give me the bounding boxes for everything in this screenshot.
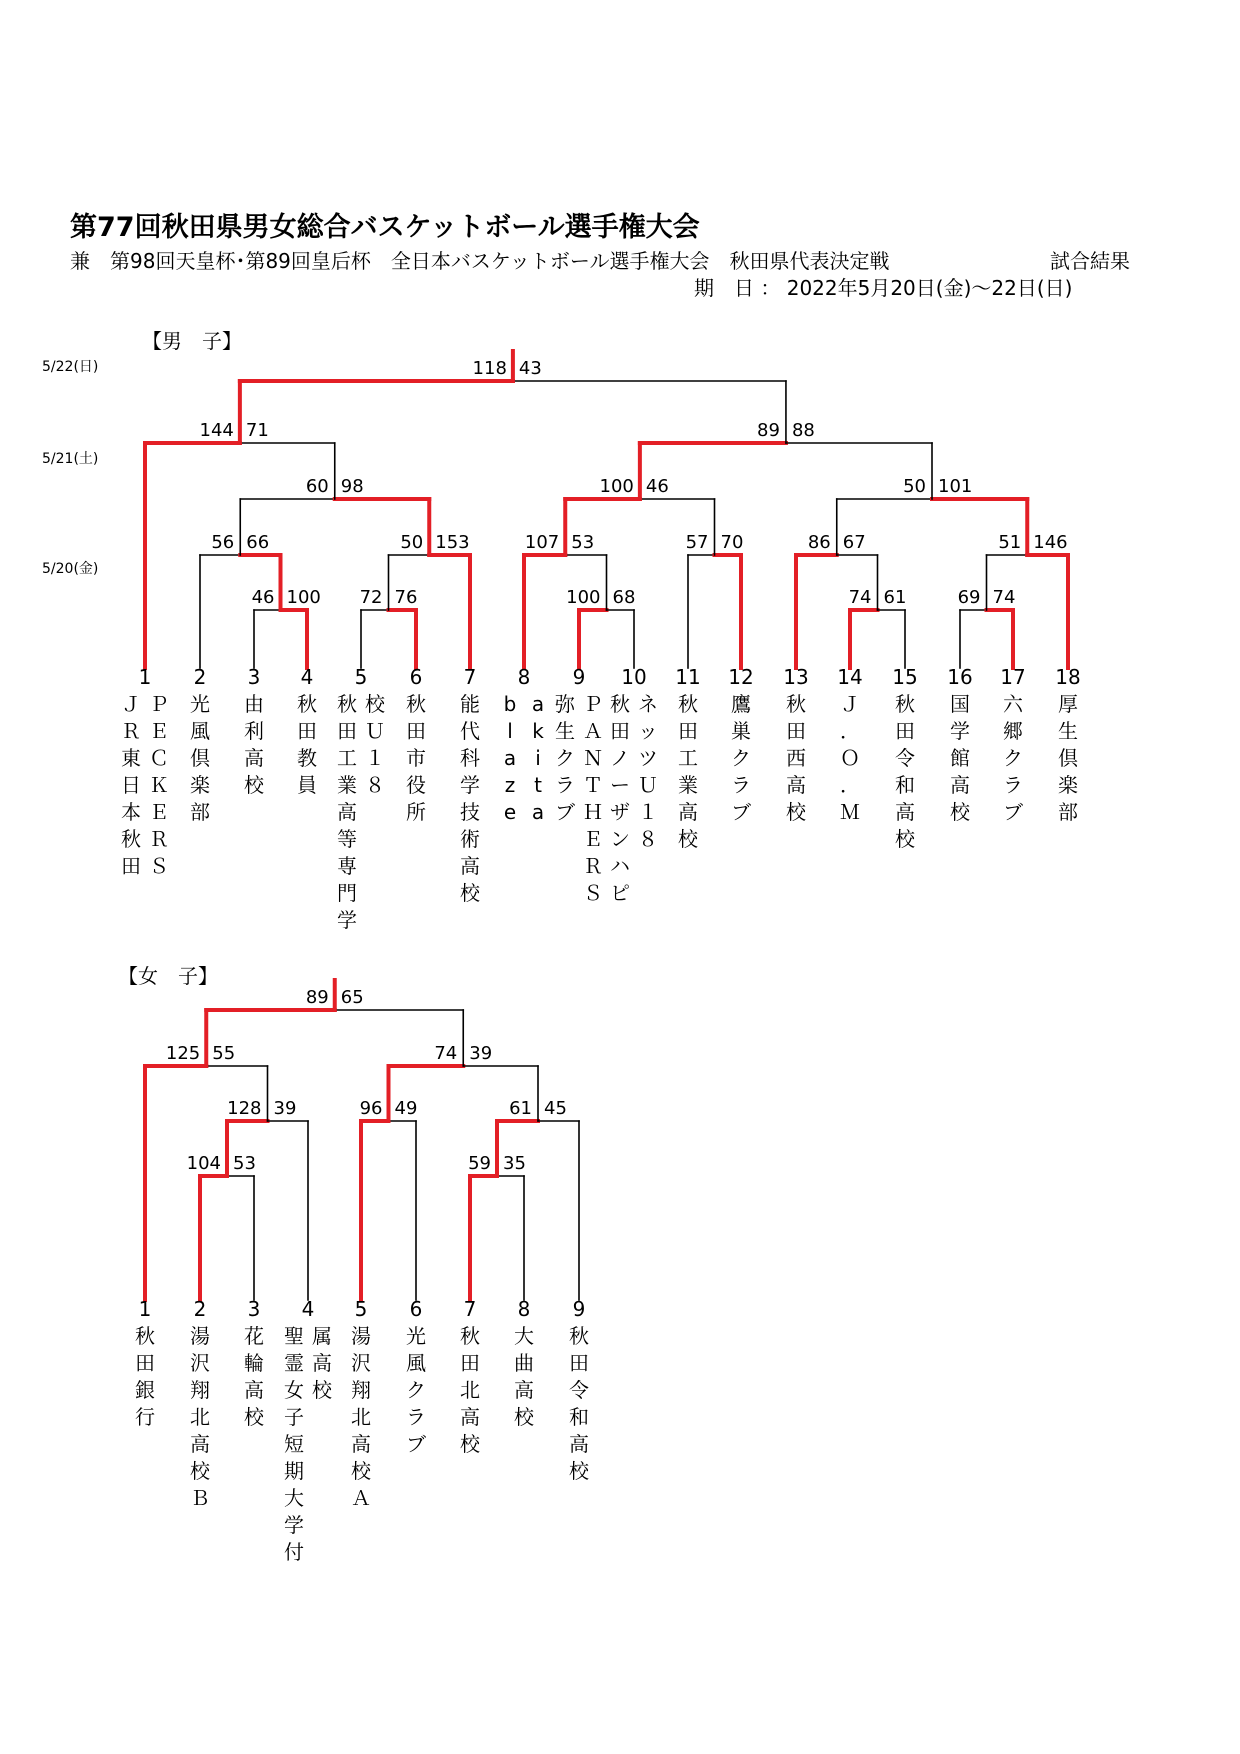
women-score-left: 74 [434, 1043, 458, 1064]
women-team-number: 6 [409, 1297, 423, 1321]
men-score-right: 76 [394, 587, 418, 608]
result-label: 試合結果 [1050, 249, 1130, 273]
women-team-number: 7 [463, 1297, 477, 1321]
men-team-number: 7 [463, 665, 477, 689]
men-team-number: 12 [728, 665, 754, 689]
women-score-left: 125 [165, 1043, 201, 1064]
men-team-name: a k i t a [531, 692, 545, 824]
men-team-name: ＰＡＮＴＨＥＲＳ [583, 692, 603, 905]
women-score-left: 96 [359, 1098, 383, 1119]
men-team-name: 秋田工業高校 [678, 692, 698, 851]
page-title: 第77回秋田県男女総合バスケットボール選手権大会 [70, 212, 700, 243]
page-subtitle: 兼 第98回天皇杯･第89回皇后杯 全日本バスケットボール選手権大会 秋田県代表決定戦 [70, 249, 890, 273]
men-score-right: 66 [246, 532, 270, 553]
men-team-name: 光風倶楽部 [190, 692, 210, 824]
men-team-number: 1 [138, 665, 152, 689]
women-score-left: 61 [509, 1098, 532, 1119]
men-team-name: 校Ｕ１８ [365, 692, 385, 797]
men-score-left: 144 [199, 420, 234, 441]
women-bracket [135, 980, 590, 1564]
men-team-number: 3 [247, 665, 261, 689]
men-score-right: 71 [245, 420, 269, 441]
men-score-right: 61 [883, 587, 907, 608]
women-team-name: 湯沢翔北高校Ｂ [190, 1324, 210, 1510]
men-team-name: ネッツＵ１８ [638, 692, 658, 851]
men-team-name: 六郷クラブ [1003, 692, 1023, 824]
women-team-name: 光風クラブ [406, 1324, 426, 1456]
men-section-label: 【男 子】 [142, 329, 242, 353]
women-score-right: 49 [394, 1098, 418, 1119]
women-score-right: 45 [544, 1098, 567, 1119]
men-date-day2: 5/21(土) [42, 451, 99, 467]
men-score-left: 100 [599, 476, 634, 497]
women-section-label: 【女 子】 [118, 964, 218, 988]
women-team-name: 湯沢翔北高校Ａ [351, 1324, 371, 1510]
men-team-name: 鷹巣クラブ [731, 692, 751, 824]
men-team-name: ＪＲ東日本秋田 [121, 692, 141, 878]
women-score-right: 35 [503, 1153, 526, 1174]
men-score-right: 101 [938, 476, 973, 497]
women-score-left: 59 [468, 1153, 491, 1174]
men-team-name: 秋田市役所 [406, 692, 426, 824]
women-score-right: 53 [233, 1153, 256, 1174]
men-score-right: 100 [286, 587, 321, 608]
men-score-left: 60 [305, 476, 329, 497]
women-team-number: 2 [193, 1297, 207, 1321]
women-team-name: 秋田北高校 [460, 1324, 480, 1456]
men-team-number: 10 [621, 665, 647, 689]
men-team-number: 2 [193, 665, 207, 689]
men-score-left: 69 [957, 587, 981, 608]
women-score-right: 39 [273, 1098, 297, 1119]
men-score-right: 46 [645, 476, 669, 497]
men-team-name: 秋田工業高等専門学 [337, 692, 357, 932]
women-team-name: 属高校 [312, 1324, 332, 1402]
men-team-name: 能代科学技術高校 [460, 692, 480, 905]
women-score-right: 65 [340, 987, 364, 1008]
women-score-left: 89 [305, 987, 329, 1008]
men-score-left: 107 [524, 532, 560, 553]
women-team-number: 5 [354, 1297, 368, 1321]
women-team-number: 1 [138, 1297, 152, 1321]
men-team-name: 秋田教員 [297, 692, 317, 797]
men-team-number: 5 [354, 665, 368, 689]
event-period: 期 日 ： 2022年5月20日(金)～22日(日) [694, 276, 1073, 300]
men-date-final: 5/22(日) [42, 359, 99, 375]
women-team-number: 4 [301, 1297, 315, 1321]
men-score-left: 89 [757, 420, 780, 441]
men-team-name: ＰＥＣＫＥＲＳ [149, 692, 169, 878]
women-score-left: 128 [227, 1098, 262, 1119]
men-team-name: 弥生クラブ [555, 692, 575, 824]
men-score-left: 72 [359, 587, 383, 608]
men-bracket [121, 351, 1081, 932]
men-score-right: 98 [340, 476, 364, 497]
men-score-right: 88 [791, 420, 815, 441]
men-team-number: 15 [892, 665, 918, 689]
women-team-number: 9 [572, 1297, 586, 1321]
women-team-number: 8 [517, 1297, 531, 1321]
men-score-left: 86 [807, 532, 831, 553]
women-team-number: 3 [247, 1297, 261, 1321]
men-score-right: 53 [571, 532, 595, 553]
men-score-right: 43 [518, 358, 542, 379]
men-score-left: 56 [211, 532, 235, 553]
men-score-left: 100 [566, 587, 601, 608]
women-score-left: 104 [186, 1153, 221, 1174]
men-team-name: 秋田西高校 [786, 692, 806, 824]
men-team-number: 18 [1055, 665, 1081, 689]
men-score-left: 74 [848, 587, 872, 608]
men-team-number: 4 [300, 665, 314, 689]
men-team-number: 8 [517, 665, 531, 689]
men-team-number: 16 [947, 665, 973, 689]
men-score-right: 153 [435, 532, 470, 553]
men-team-number: 17 [1000, 665, 1026, 689]
men-score-right: 68 [612, 587, 636, 608]
women-team-name: 秋田銀行 [135, 1324, 155, 1429]
men-score-left: 46 [251, 587, 275, 608]
men-team-number: 13 [783, 665, 809, 689]
men-team-number: 14 [837, 665, 863, 689]
men-team-name: 由利高校 [244, 692, 264, 797]
women-team-name: 秋田令和高校 [569, 1324, 589, 1483]
men-team-number: 9 [572, 665, 586, 689]
women-team-name: 花輪高校 [244, 1324, 264, 1429]
men-team-name: b l a z e [503, 692, 517, 824]
women-team-name: 聖霊女子短期大学付 [284, 1324, 304, 1564]
men-team-name: 秋田ノーザンハピ [610, 692, 630, 905]
men-score-left: 50 [903, 476, 926, 497]
men-score-left: 118 [472, 358, 507, 379]
men-date-day1: 5/20(金) [42, 561, 99, 577]
men-score-right: 70 [720, 532, 744, 553]
men-team-name: 厚生倶楽部 [1058, 692, 1078, 824]
men-team-name: Ｊ．Ｏ．Ｍ [840, 692, 860, 824]
men-team-name: 秋田令和高校 [895, 692, 915, 851]
women-score-right: 55 [212, 1043, 236, 1064]
men-team-number: 11 [675, 665, 701, 689]
men-score-left: 50 [400, 532, 424, 553]
men-team-name: 国学館高校 [950, 692, 970, 824]
men-score-right: 146 [1033, 532, 1068, 553]
men-score-left: 51 [998, 532, 1022, 553]
women-team-name: 大曲高校 [514, 1324, 534, 1429]
men-team-number: 6 [409, 665, 423, 689]
men-score-right: 67 [842, 532, 866, 553]
men-score-right: 74 [992, 587, 1016, 608]
women-score-right: 39 [469, 1043, 493, 1064]
men-score-left: 57 [685, 532, 709, 553]
